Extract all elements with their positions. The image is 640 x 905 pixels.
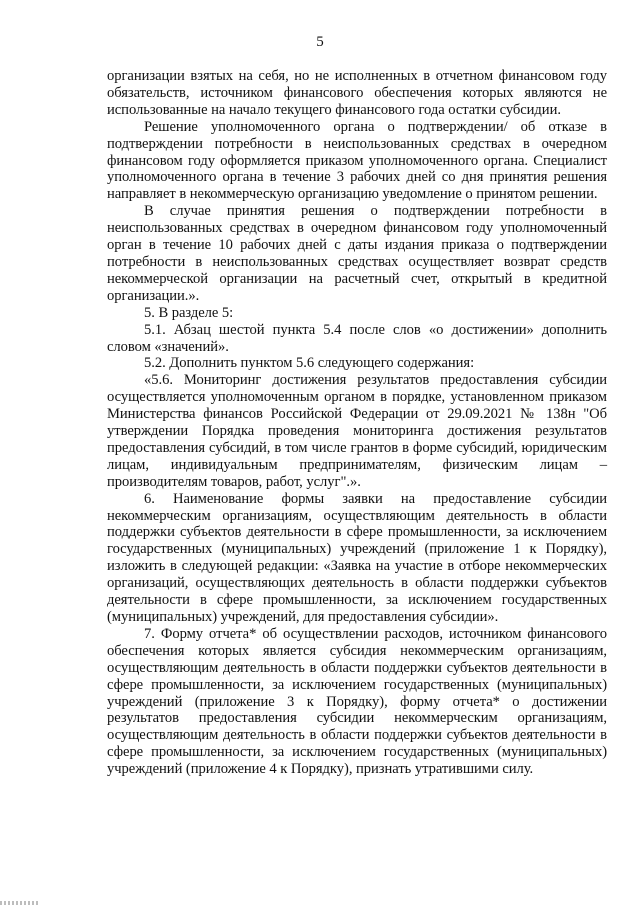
scan-edge-mark xyxy=(0,901,38,905)
paragraph-refund: В случае принятия решения о подтверждении потребности в неиспользованных средствах в очередном финансовом году уполномоченный орган в течение 10 рабочих дней с даты издания приказа о подтверждении потребности в неиспользованных средствах осуществляет возврат средств некоммерческой организации на расчетный счет, открытый в кредитной организации.». xyxy=(107,203,607,304)
paragraph-continuation: организации взятых на себя, но не исполненных в отчетном финансовом году обязательств, источником финансового обеспечения которых являются не использованные на начало текущего финансового года остатки субсидии. xyxy=(107,68,607,118)
paragraph-decision: Решение уполномоченного органа о подтверждении/ об отказе в подтверждении потребности в неиспользованных средствах в очередном финансовом году оформляется приказом уполномоченного органа. Специалист уполномоченного органа в течение 3 рабочих дней со дня принятия решения направляет в некоммерческую организацию уведомление о принятом решении. xyxy=(107,118,607,203)
paragraph-item-5-1: 5.1. Абзац шестой пункта 5.4 после слов «о достижении» дополнить словом «значений». xyxy=(107,321,607,355)
paragraph-item-5-2: 5.2. Дополнить пунктом 5.6 следующего содержания: xyxy=(144,355,475,372)
paragraph-item-7: 7. Форму отчета* об осуществлении расходов, источником финансового обеспечения которых является субсидия некоммерческим организациям, осуществляющим деятельность в области поддержки субъектов деятельности в сфере промышленности, за исключением государственных (муниципальных) учреждений (приложение 3 к Порядку), форму отчета* о достижении результатов предоставления субсидии некоммерческим организациям, осуществляющим деятельность в области поддержки субъектов деятельности в сфере промышленности, за исключением государственных (муниципальных) учреждений (приложение 4 к Порядку), признать утратившими силу. xyxy=(107,625,607,778)
document-body xyxy=(107,68,607,778)
page-number: 5 xyxy=(316,34,324,50)
paragraph-item-6: 6. Наименование формы заявки на предоставление субсидии некоммерческим организациям, осуществляющим деятельность в области поддержки субъектов деятельности в сфере промышленности, за исключением государственных (муниципальных) учреждений (приложение 1 к Порядку), изложить в следующей редакции: «Заявка на участие в отборе некоммерческих организаций, осуществляющих деятельность в области поддержки субъектов деятельности в сфере промышленности, за исключением государственных (муниципальных) учреждений, для предоставления субсидии». xyxy=(107,490,607,625)
paragraph-section-5: 5. В разделе 5: xyxy=(144,304,234,321)
paragraph-item-5-6: «5.6. Мониторинг достижения результатов предоставления субсидии осуществляется уполномоченным органом в порядке, установленном приказом Министерства финансов Российской Федерации от 29.09.2021 № 138н "Об утверждении Порядка проведения мониторинга достижения результатов предоставления субсидий, в том числе грантов в форме субсидий, юридическим лицам, индивидуальным предпринимателям, физическим лицам – производителям товаров, работ, услуг".». xyxy=(107,372,607,490)
